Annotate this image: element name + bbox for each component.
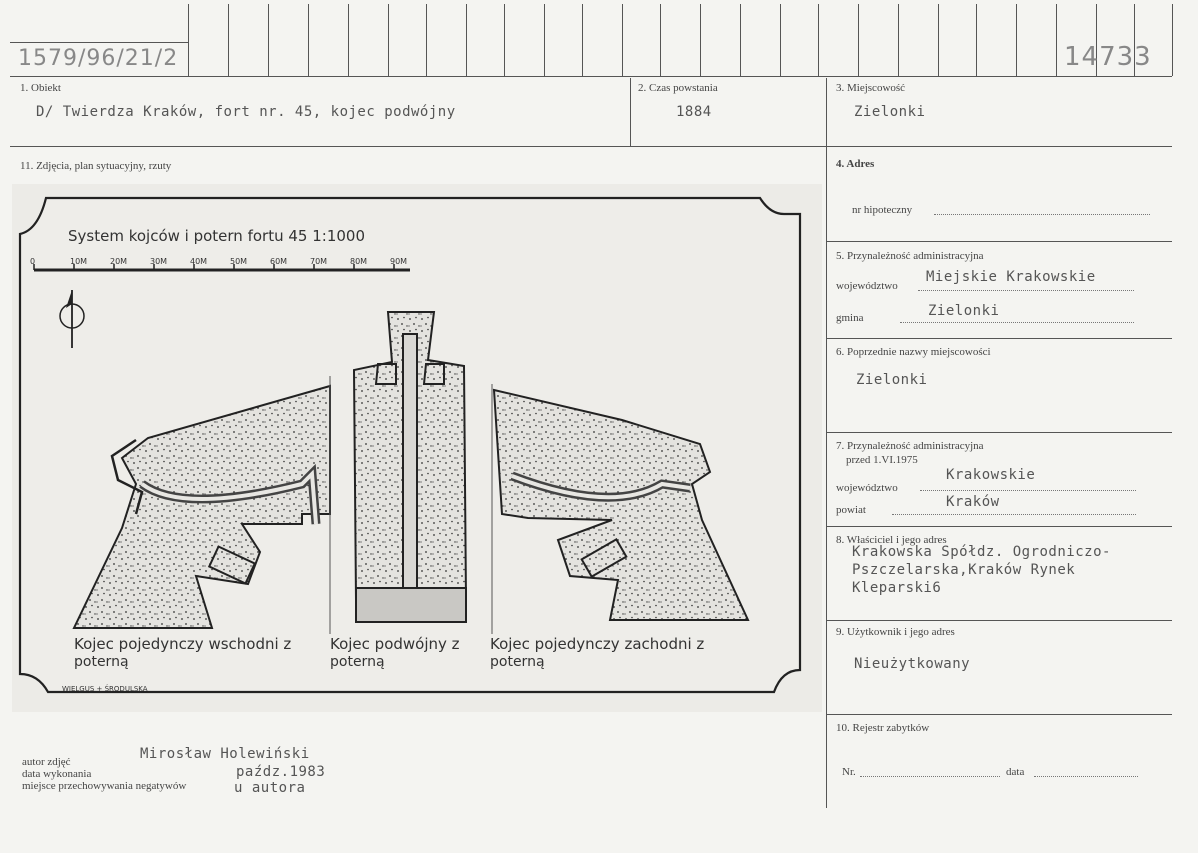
wojewodztwo-1975-value: Krakowskie [946,467,1036,483]
header-column-divider [426,4,427,76]
rejestr-label: 10. Rejestr zabytków [836,722,930,734]
adres-label: 4. Adres [836,158,875,170]
scale-tick-label: 30M [150,257,168,266]
scale-tick-label: 80M [350,257,368,266]
header-column-divider [188,4,189,76]
reference-number-left: 1579/96/21/2 [18,46,179,71]
header-column-divider [976,4,977,76]
autor-value: Mirosław Holewiński [140,746,310,762]
wlasciciel-line-1: Krakowska Spółdz. Ogrodniczo- [852,544,1111,560]
data-wykonania-value: paźdz.1983 [236,764,326,780]
header-column-divider [700,4,701,76]
header-grid [0,0,1198,80]
przynaleznosc-1975-date: przed 1.VI.1975 [846,454,918,466]
sketch-title: System kojców i potern fortu 45 1:1000 [68,227,365,245]
header-column-divider [348,4,349,76]
wlasciciel-line-3: Kleparski6 [852,580,942,596]
czas-value: 1884 [676,104,712,120]
powiat-value: Kraków [946,494,1000,510]
header-column-divider [582,4,583,76]
header-column-divider [1016,4,1017,76]
zdjecia-label: 11. Zdjęcia, plan sytuacyjny, rzuty [20,160,172,172]
caption-west: Kojec pojedynczy zachodni z [490,635,705,653]
scale-tick-label: 0 [30,257,36,266]
scale-tick-label: 60M [270,257,288,266]
poprzednie-value: Zielonki [856,372,928,388]
scale-tick-label: 50M [230,257,248,266]
scale-tick-label: 10M [70,257,88,266]
header-column-divider [660,4,661,76]
header-column-divider [504,4,505,76]
header-column-divider [228,4,229,76]
header-column-divider [388,4,389,76]
wojewodztwo-label: województwo [836,280,898,292]
scale-tick-label: 70M [310,257,328,266]
header-column-divider [1056,4,1057,76]
header-column-divider [858,4,859,76]
uzytkownik-value: Nieużytkowany [854,656,971,672]
header-column-divider [308,4,309,76]
przynaleznosc-1975-label: 7. Przynależność administracyjna [836,440,984,452]
sketch-credit: WIELGUS + ŚRODULSKA [62,685,148,693]
wojewodztwo-1975-label: województwo [836,482,898,494]
header-column-divider [818,4,819,76]
header-column-divider [544,4,545,76]
scale-tick-label: 20M [110,257,128,266]
header-column-divider [622,4,623,76]
uzytkownik-label: 9. Użytkownik i jego adres [836,626,955,638]
obiekt-value: D/ Twierdza Kraków, fort nr. 45, kojec podwójny [36,104,456,120]
miejscowosc-label: 3. Miejscowość [836,82,906,94]
gmina-label: gmina [836,312,864,324]
caption-double: Kojec podwójny z [330,635,460,653]
header-column-divider [938,4,939,76]
caption-west-2: poterną [490,654,545,670]
wlasciciel-label: 8. Właściciel i jego adres [836,534,947,546]
miejscowosc-value: Zielonki [854,104,926,120]
caption-east: Kojec pojedynczy wschodni z [74,635,292,653]
header-column-divider [780,4,781,76]
miejsce-label: miejsce przechowywania negatywów [22,780,187,792]
header-column-divider [466,4,467,76]
powiat-label: powiat [836,504,866,516]
wlasciciel-line-2: Pszczelarska,Kraków Rynek [852,562,1076,578]
rejestr-nr-label: Nr. [842,766,856,778]
caption-double-2: poterną [330,654,385,670]
nr-hipoteczny-label: nr hipoteczny [852,204,913,216]
site-plan-photo [12,184,822,712]
obiekt-label: 1. Obiekt [20,82,61,94]
czas-label: 2. Czas powstania [638,82,718,94]
gmina-value: Zielonki [928,303,1000,319]
autor-label: autor zdjęć [22,756,71,768]
reference-number-right: 14733 [1064,42,1152,72]
przynaleznosc-label: 5. Przynależność administracyjna [836,250,984,262]
caption-east-2: poterną [74,654,129,670]
header-column-divider [268,4,269,76]
header-column-divider [740,4,741,76]
data-wykonania-label: data wykonania [22,768,92,780]
scale-tick-label: 90M [390,257,408,266]
wojewodztwo-value: Miejskie Krakowskie [926,269,1096,285]
poprzednie-label: 6. Poprzednie nazwy miejscowości [836,346,991,358]
header-column-divider [1172,4,1173,76]
scale-tick-label: 40M [190,257,208,266]
miejsce-value: u autora [234,780,306,796]
rejestr-data-label: data [1006,766,1025,778]
header-column-divider [898,4,899,76]
